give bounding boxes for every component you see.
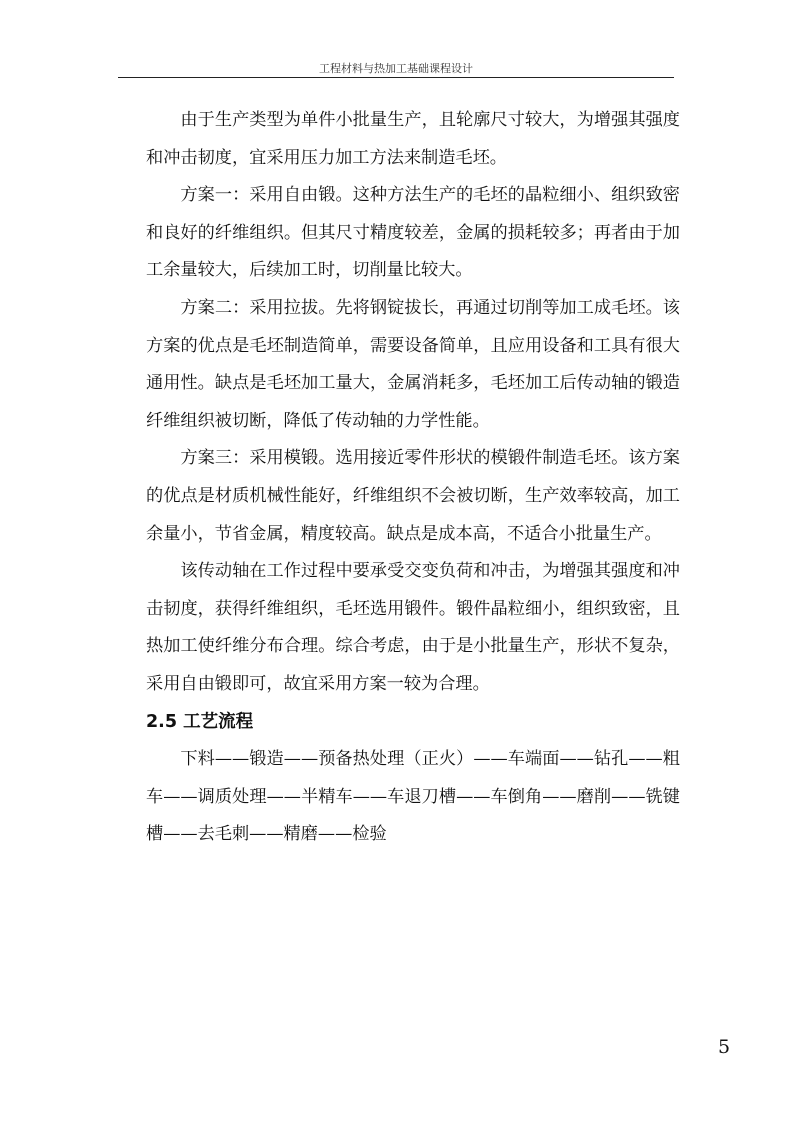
paragraph-process-flow: 下料——锻造——预备热处理（正火）——车端面——钻孔——粗车——调质处理——半精车——车退刀槽——车倒角——磨削——铣键槽——去毛刺——精磨——检验: [146, 749, 680, 845]
document-body: [146, 102, 680, 854]
section-heading: 2.5 工艺流程: [146, 711, 254, 732]
page-header: 工程材料与热加工基础课程设计: [319, 62, 473, 75]
paragraph-option-3: 方案三：采用模锻。选用接近零件形状的模锻件制造毛坯。该方案的优点是材质机械性能好，纤维组织不会被切断，生产效率较高，加工余量小，节省金属，精度较高。缺点是成本高，不适合小批量生产。: [146, 448, 680, 544]
page-number: 5: [718, 1036, 731, 1058]
paragraph-intro: 由于生产类型为单件小批量生产，且轮廓尺寸较大，为增强其强度和冲击韧度，宜采用压力加工方法来制造毛坯。: [146, 110, 680, 168]
paragraph-conclusion: 该传动轴在工作过程中要承受交变负荷和冲击，为增强其强度和冲击韧度，获得纤维组织，毛坯选用锻件。锻件晶粒细小，组织致密，且热加工使纤维分布合理。综合考虑，由于是小批量生产，形状不复杂，采用自由锻即可，故宜采用方案一较为合理。: [146, 561, 680, 694]
paragraph-option-2: 方案二：采用拉拔。先将钢锭拔长，再通过切削等加工成毛坯。该方案的优点是毛坯制造简单，需要设备简单，且应用设备和工具有很大通用性。缺点是毛坯加工量大，金属消耗多，毛坯加工后传动轴的锻造纤维组织被切断，降低了传动轴的力学性能。: [146, 297, 680, 431]
paragraph-option-1: 方案一：采用自由锻。这种方法生产的毛坯的晶粒细小、组织致密和良好的纤维组织。但其尺寸精度较差，金属的损耗较多；再者由于加工余量较大，后续加工时，切削量比较大。: [146, 185, 680, 281]
header-rule: [118, 77, 674, 78]
